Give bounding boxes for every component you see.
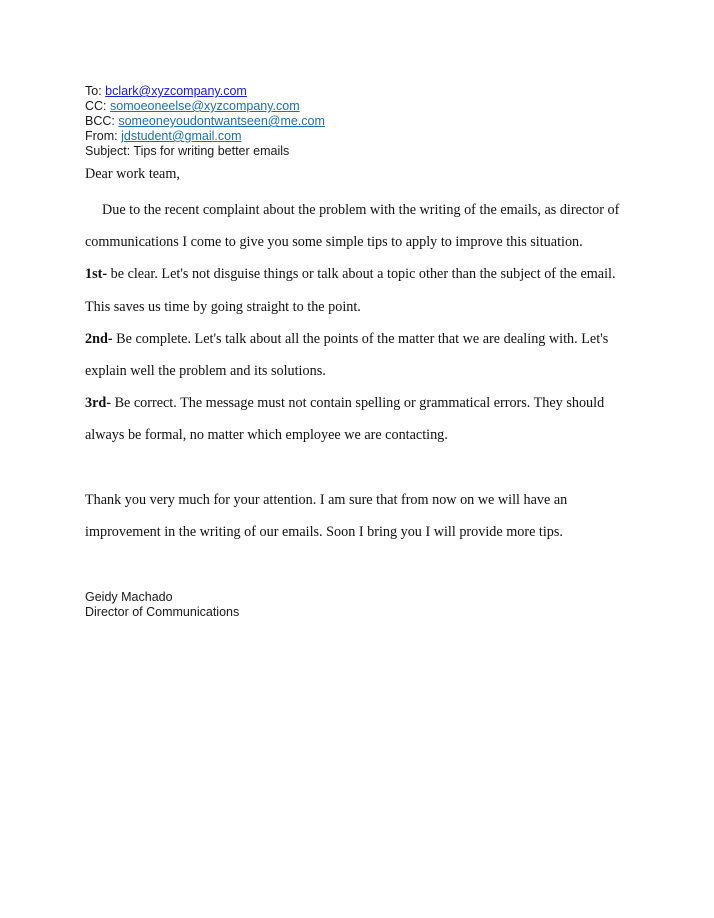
email-body xyxy=(85,194,645,548)
subject-line xyxy=(85,144,645,159)
to-label: To: xyxy=(85,84,102,98)
cc-email-link[interactable]: somoeoneelse@xyzcompany.com xyxy=(110,99,300,113)
paragraph-spacer xyxy=(85,452,645,484)
from-label: From: xyxy=(85,129,118,143)
bcc-label: BCC: xyxy=(85,114,115,128)
subject-value: Tips for writing better emails xyxy=(133,144,290,158)
tip-2-line-1 xyxy=(85,323,645,355)
tip-2-label: 2nd- xyxy=(85,330,113,347)
email-header xyxy=(85,84,645,159)
tip-3-text: Be correct. The message must not contain spelling or grammatical errors. They should xyxy=(111,395,605,412)
to-line xyxy=(85,84,645,99)
signature-block xyxy=(85,590,645,620)
tip-2-line-2: explain well the problem and its solutions. xyxy=(85,363,326,380)
cc-label: CC: xyxy=(85,99,107,113)
intro-line-1: Due to the recent complaint about the problem with the writing of the emails, as director of xyxy=(102,202,620,218)
from-email-link[interactable]: jdstudent@gmail.com xyxy=(121,129,242,143)
email-document xyxy=(85,84,645,620)
intro-line-2: communications I come to give you some simple tips to apply to improve this situation. xyxy=(85,234,583,251)
bcc-email-link[interactable]: someoneyoudontwantseen@me.com xyxy=(118,114,325,128)
from-line xyxy=(85,129,645,144)
tip-1-line-2: This saves us time by going straight to the point. xyxy=(85,298,361,315)
tip-1-text: be clear. Let's not disguise things or talk about a topic other than the subject of the email. xyxy=(107,266,616,283)
tip-3-line-2: always be formal, no matter which employee we are contacting. xyxy=(85,427,448,444)
tip-2-text: Be complete. Let's talk about all the points of the matter that we are dealing with. Let's xyxy=(112,330,609,347)
tip-1-label: 1st- xyxy=(85,266,108,283)
greeting: Dear work team, xyxy=(85,166,180,182)
signature-name: Geidy Machado xyxy=(85,590,173,605)
tip-1-line-1 xyxy=(85,258,645,290)
closing-line-2: improvement in the writing of our emails. Soon I bring you I will provide more tips. xyxy=(85,524,563,541)
subject-label: Subject: xyxy=(85,144,131,158)
to-email-link[interactable]: bclark@xyzcompany.com xyxy=(105,84,247,98)
cc-line xyxy=(85,99,645,114)
bcc-line xyxy=(85,114,645,129)
tip-3-label: 3rd- xyxy=(85,395,112,412)
signature-title: Director of Communications xyxy=(85,605,240,620)
tip-3-line-1 xyxy=(85,387,645,419)
closing-line-1: Thank you very much for your attention. I am sure that from now on we will have an xyxy=(85,491,568,508)
